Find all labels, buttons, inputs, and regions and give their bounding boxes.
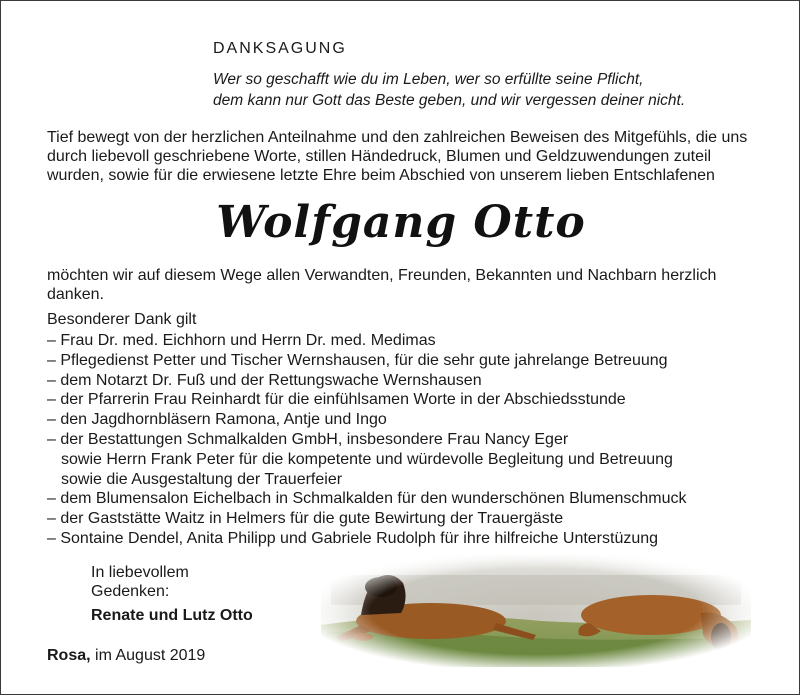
closing-words xyxy=(91,563,189,601)
memorial-verse xyxy=(213,69,685,111)
list-item: – den Jagdhornbläsern Ramona, Antje und Ingo xyxy=(47,411,387,429)
special-thanks-list xyxy=(47,331,787,549)
list-item: – der Gaststätte Waitz in Helmers für die gute Bewirtung der Trauergäste xyxy=(47,510,564,528)
notice-heading: DANKSAGUNG xyxy=(213,40,347,57)
place-date xyxy=(47,647,205,665)
dogs-photo xyxy=(321,555,751,667)
special-thanks-intro: Besonderer Dank gilt xyxy=(47,311,197,328)
list-item: – Sontaine Dendel, Anita Philipp und Gabriele Rudolph für ihre hilfreiche Unterstüzung xyxy=(47,529,659,547)
list-item: – Frau Dr. med. Eichhorn und Herrn Dr. med. Medimas xyxy=(47,332,436,349)
list-item: – der Bestattungen Schmalkalden GmbH, insbesondere Frau Nancy Eger xyxy=(47,430,569,448)
list-item: – Pflegedienst Petter und Tischer Wernshausen, für die sehr gute jahrelange Betreuung xyxy=(47,351,668,369)
intro-paragraph: Tief bewegt von der herzlichen Anteilnahme und den zahlreichen Beweisen des Mitgefühls, die uns durch liebevoll geschriebene Worte, stillen Händedruck, Blumen und Geldzuwendungen zuteil wurden, sowie für die erwiesene letzte Ehre beim Abschied von unserem lieben Entschlafenen xyxy=(47,129,748,184)
place: Rosa, xyxy=(47,647,91,664)
signers: Renate und Lutz Otto xyxy=(91,607,253,624)
list-item: sowie die Ausgestaltung der Trauerfeier xyxy=(61,470,343,488)
date: im August 2019 xyxy=(90,647,206,664)
list-item: sowie Herrn Frank Peter für die kompetente und würdevolle Begleitung und Betreuung xyxy=(61,450,673,468)
deceased-name: Wolfgang Otto xyxy=(216,197,586,248)
list-item: – dem Notarzt Dr. Fuß und der Rettungswache Wernshausen xyxy=(47,371,482,389)
closing-line: In liebevollem xyxy=(91,564,189,581)
memorial-verse-line: dem kann nur Gott das Beste geben, und wir vergessen deiner nicht. xyxy=(213,92,686,109)
closing-line: Gedenken: xyxy=(91,583,170,600)
thanks-paragraph: möchten wir auf diesem Wege allen Verwandten, Freunden, Bekannten und Nachbarn herzlich danken. xyxy=(47,267,717,303)
list-item: – der Pfarrerin Frau Reinhardt für die einfühlsamen Worte in der Abschiedsstunde xyxy=(47,391,626,409)
memorial-verse-line: Wer so geschafft wie du im Leben, wer so erfüllte seine Pflicht, xyxy=(213,71,644,88)
list-item: – dem Blumensalon Eichelbach in Schmalkalden für den wunderschönen Blumenschmuck xyxy=(47,490,687,508)
